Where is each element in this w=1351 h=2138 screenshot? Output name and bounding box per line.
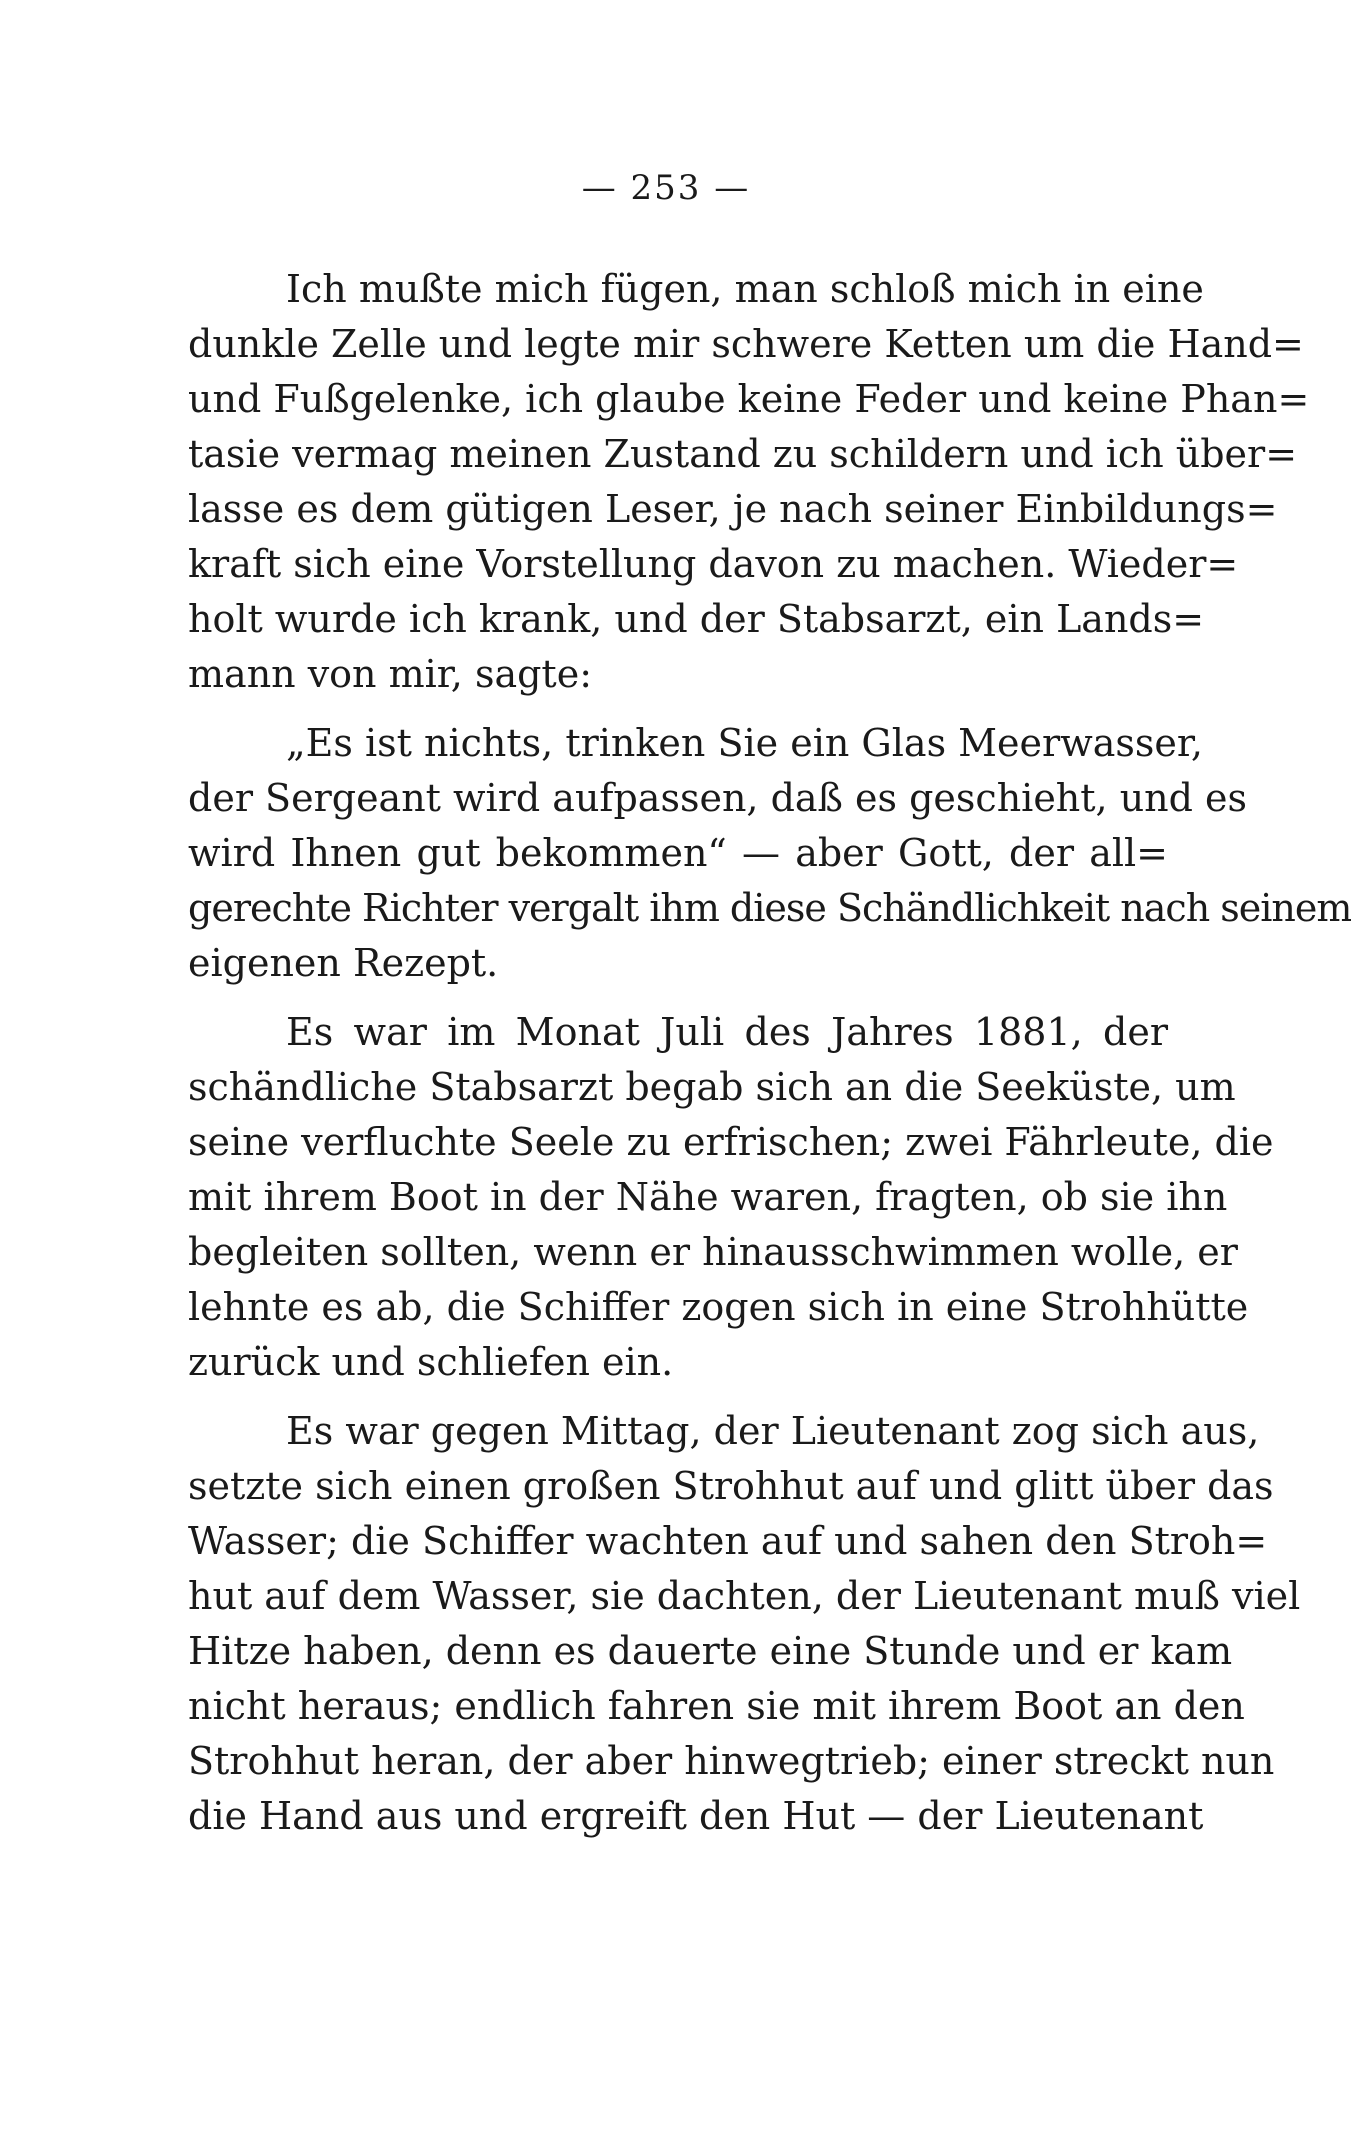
text-line: Wasser; die Schiffer wachten auf und sahen den Stroh= bbox=[188, 1519, 1268, 1563]
text-line: nicht heraus; endlich fahren sie mit ihrem Boot an den bbox=[188, 1684, 1245, 1728]
text-line: begleiten sollten, wenn er hinausschwimmen wolle, er bbox=[188, 1230, 1238, 1274]
paragraph bbox=[188, 1005, 1274, 1390]
text-line: dunkle Zelle und legte mir schwere Ketten um die Hand= bbox=[188, 322, 1304, 366]
text-line: schändliche Stabsarzt begab sich an die Seeküste, um bbox=[188, 1065, 1236, 1109]
text-line: mit ihrem Boot in der Nähe waren, fragten, ob sie ihn bbox=[188, 1175, 1228, 1219]
text-line: kraft sich eine Vorstellung davon zu machen. Wieder= bbox=[188, 542, 1239, 586]
text-line: die Hand aus und ergreift den Hut — der Lieutenant bbox=[188, 1794, 1204, 1838]
text-line: gerechte Richter vergalt ihm diese Schändlichkeit nach seinem bbox=[188, 886, 1351, 930]
text-line: der Sergeant wird aufpassen, daß es geschieht, und es bbox=[188, 776, 1248, 820]
paragraph bbox=[188, 1404, 1301, 1844]
text-line: mann von mir, sagte: bbox=[188, 652, 592, 696]
paragraph bbox=[188, 716, 1351, 991]
text-line: Ich mußte mich fügen, man schloß mich in eine bbox=[286, 267, 1204, 311]
text-line: hut auf dem Wasser, sie dachten, der Lieutenant muß viel bbox=[188, 1574, 1301, 1618]
text-line: seine verfluchte Seele zu erfrischen; zwei Fährleute, die bbox=[188, 1120, 1274, 1164]
text-line: und Fußgelenke, ich glaube keine Feder und keine Phan= bbox=[188, 377, 1310, 421]
text-line: eigenen Rezept. bbox=[188, 941, 499, 985]
text-line: setzte sich einen großen Strohhut auf und glitt über das bbox=[188, 1464, 1274, 1508]
text-line: lehnte es ab, die Schiffer zogen sich in eine Strohhütte bbox=[188, 1285, 1249, 1329]
text-line: lasse es dem gütigen Leser, je nach seiner Einbildungs= bbox=[188, 487, 1278, 531]
paragraph bbox=[188, 262, 1310, 702]
text-line: holt wurde ich krank, und der Stabsarzt, ein Lands= bbox=[188, 597, 1205, 641]
text-line: wird Ihnen gut bekommen“ — aber Gott, der all= bbox=[188, 831, 1168, 875]
text-line: Es war im Monat Juli des Jahres 1881, der bbox=[286, 1010, 1168, 1054]
page-number: — 253 — bbox=[581, 168, 751, 208]
text-line: Es war gegen Mittag, der Lieutenant zog sich aus, bbox=[286, 1409, 1260, 1453]
text-line: Strohhut heran, der aber hinwegtrieb; einer streckt nun bbox=[188, 1739, 1275, 1783]
text-line: Hitze haben, denn es dauerte eine Stunde und er kam bbox=[188, 1629, 1233, 1673]
text-line: „Es ist nichts, trinken Sie ein Glas Meerwasser, bbox=[286, 721, 1203, 765]
text-line: tasie vermag meinen Zustand zu schildern und ich über= bbox=[188, 432, 1298, 476]
text-line: zurück und schliefen ein. bbox=[188, 1340, 674, 1384]
body-text bbox=[188, 262, 1351, 1844]
